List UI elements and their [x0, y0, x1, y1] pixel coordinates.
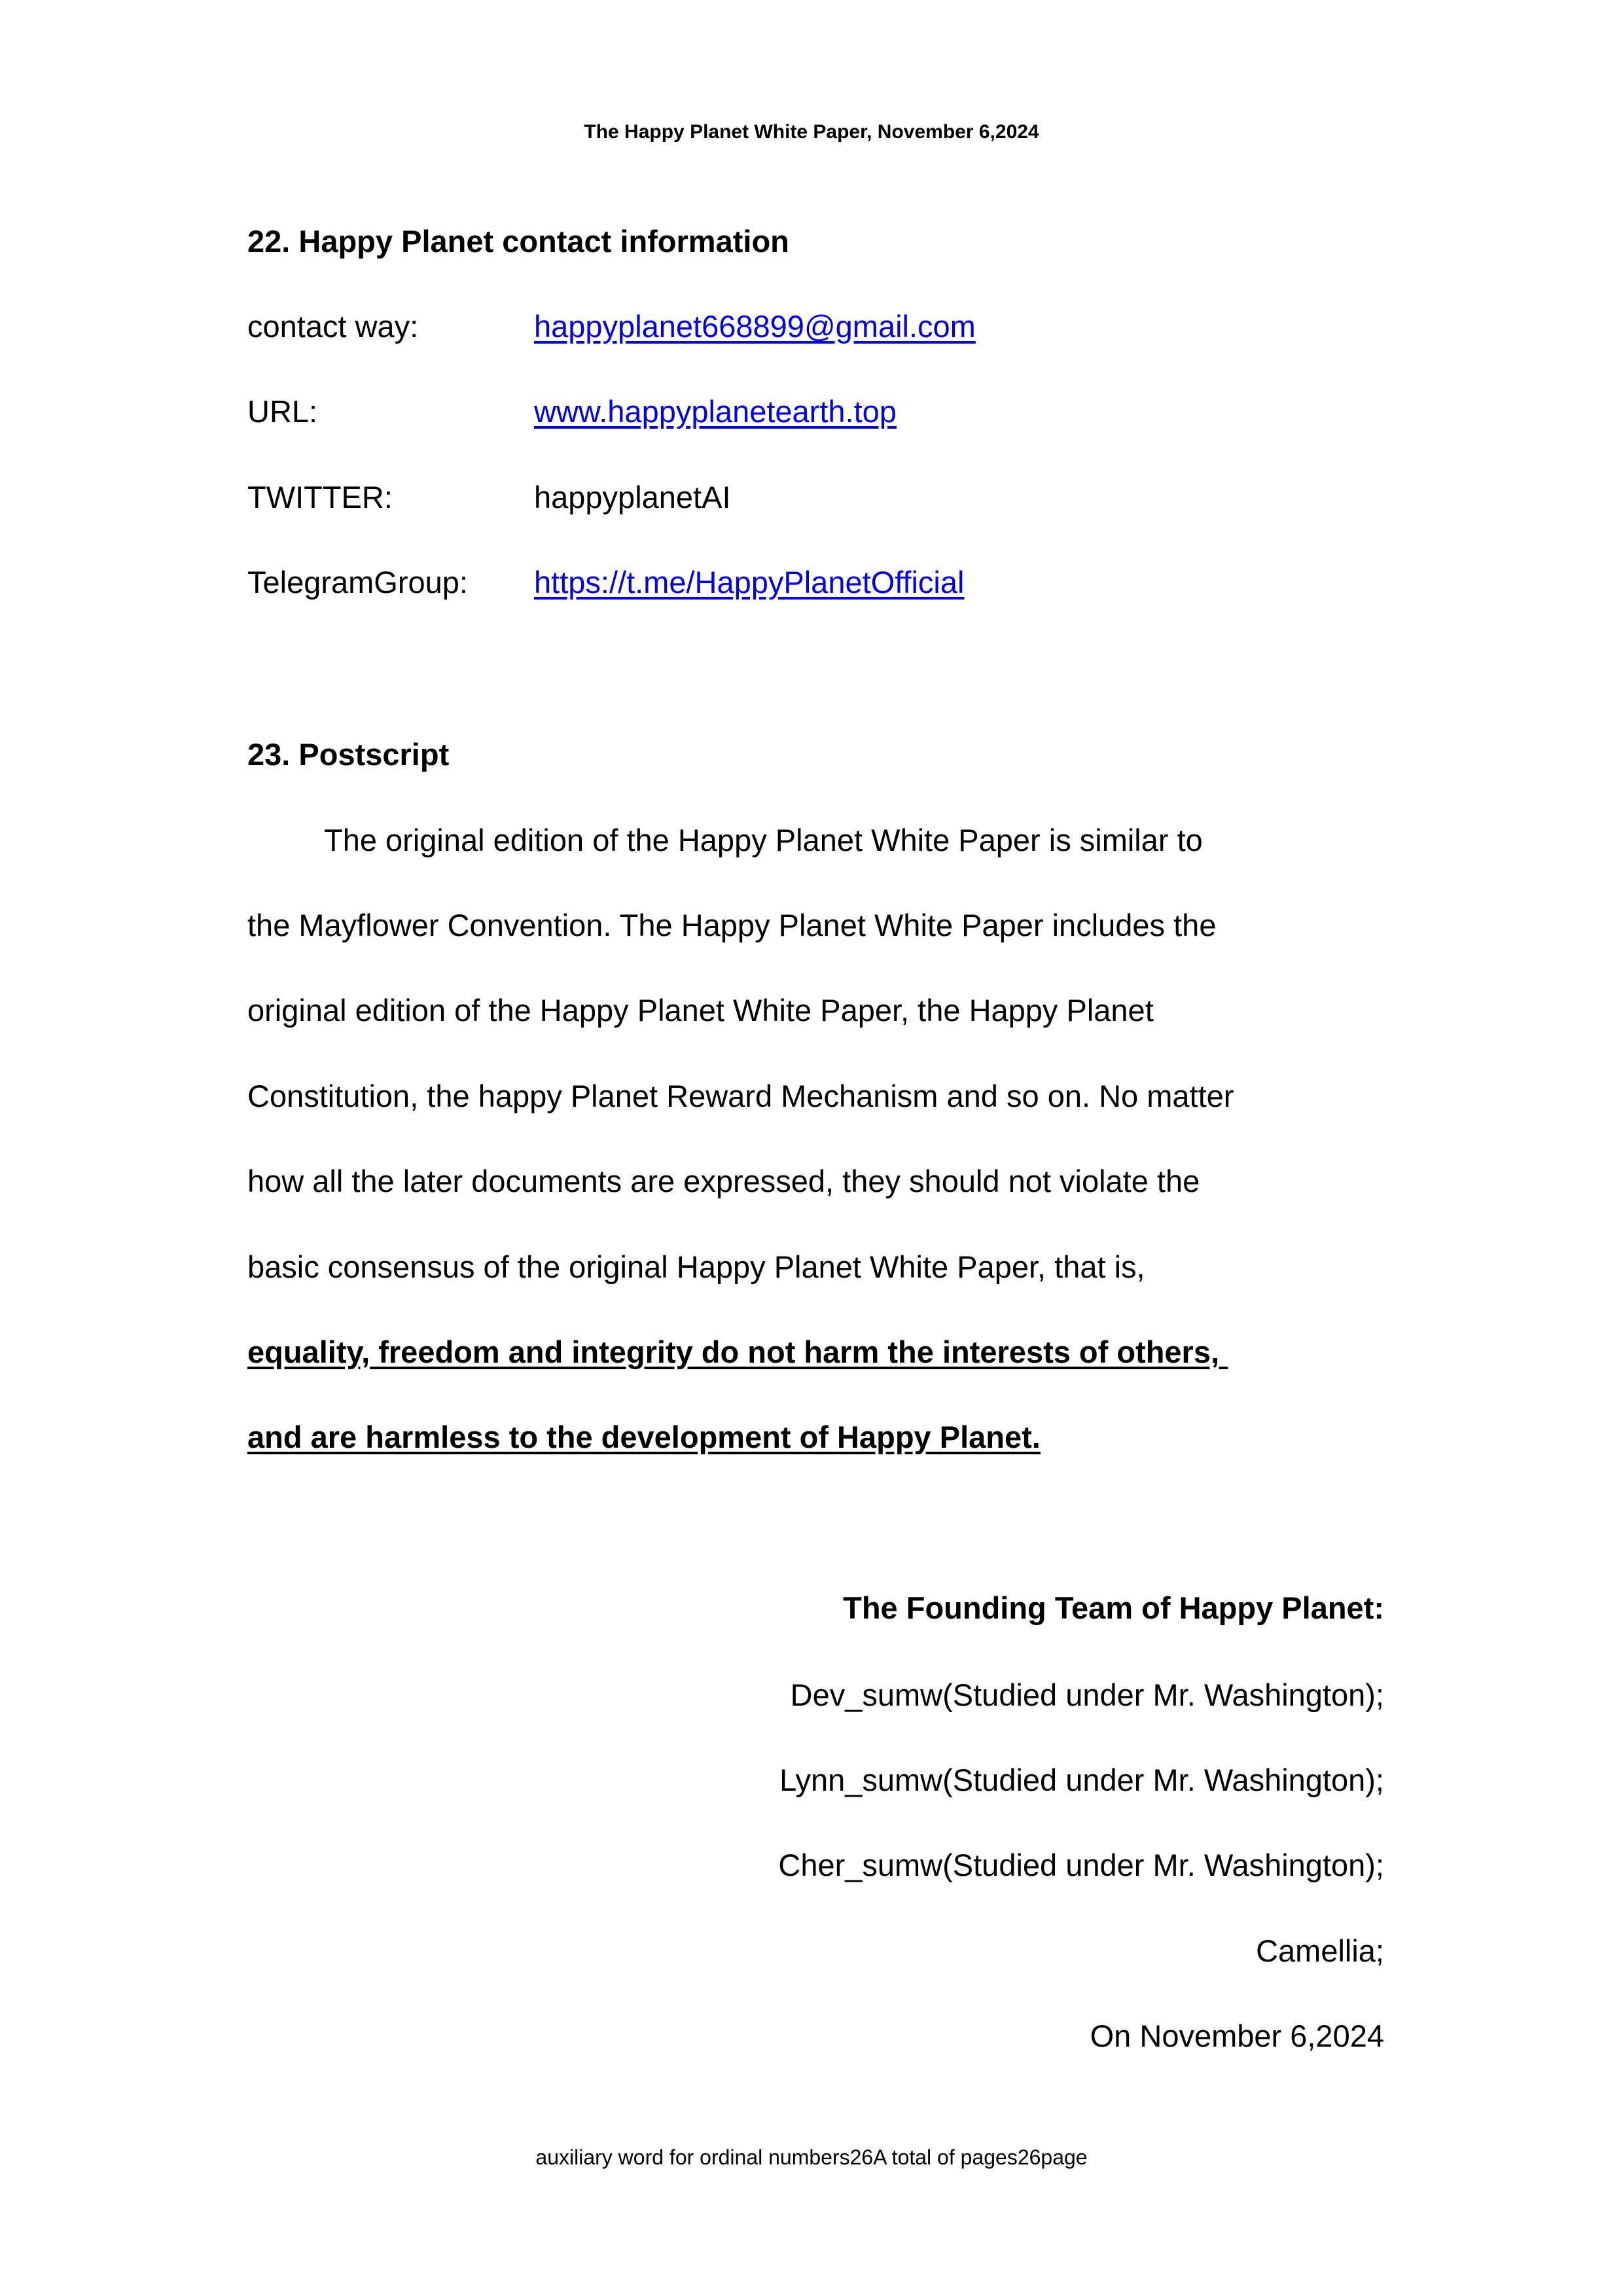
contact-label: contact way:: [247, 309, 419, 344]
section-heading-postscript: 23. Postscript: [247, 737, 450, 772]
paragraph-line: basic consensus of the original Happy Planet White Paper, that is,: [247, 1249, 1145, 1284]
twitter-handle: happyplanetAI: [534, 480, 731, 514]
signature-member: Dev_sumw(Studied under Mr. Washington);: [790, 1677, 1384, 1712]
paragraph-line: Constitution, the happy Planet Reward Mechanism and so on. No matter: [247, 1079, 1234, 1113]
contact-row-telegram: [247, 540, 1425, 625]
signature-title: The Founding Team of Happy Planet:: [843, 1590, 1384, 1625]
page-header: The Happy Planet White Paper, November 6,2024: [584, 121, 1039, 143]
paragraph-line: The original edition of the Happy Planet White Paper is similar to: [324, 823, 1203, 857]
section-heading-contact: 22. Happy Planet contact information: [247, 224, 789, 259]
paragraph-line: how all the later documents are expressed, they should not violate the: [247, 1164, 1200, 1198]
signature-member: Camellia;: [1256, 1933, 1384, 1968]
contact-row-email: [247, 284, 1425, 369]
paragraph-line: the Mayflower Convention. The Happy Planet White Paper includes the: [247, 908, 1217, 942]
email-link[interactable]: happyplanet668899@gmail.com: [534, 309, 976, 344]
signature-date: On November 6,2024: [1090, 2018, 1384, 2053]
website-link[interactable]: www.happyplanetearth.top: [534, 394, 897, 429]
contact-label: URL:: [247, 394, 318, 429]
page-footer: auxiliary word for ordinal numbers26A total of pages26page: [535, 2145, 1088, 2169]
contact-label: TWITTER:: [247, 480, 393, 514]
emphasis-line: equality, freedom and integrity do not harm the interests of others,: [247, 1335, 1228, 1369]
signature-member: Lynn_sumw(Studied under Mr. Washington);: [779, 1763, 1384, 1797]
telegram-link[interactable]: https://t.me/HappyPlanetOfficial: [534, 565, 965, 600]
contact-label: TelegramGroup:: [247, 565, 468, 600]
paragraph-line: original edition of the Happy Planet White Paper, the Happy Planet: [247, 993, 1154, 1028]
emphasis-line: and are harmless to the development of Happy Planet.: [247, 1420, 1041, 1454]
contact-row-twitter: [247, 455, 1425, 540]
contact-row-url: [247, 369, 1425, 454]
signature-member: Cher_sumw(Studied under Mr. Washington);: [778, 1848, 1384, 1882]
